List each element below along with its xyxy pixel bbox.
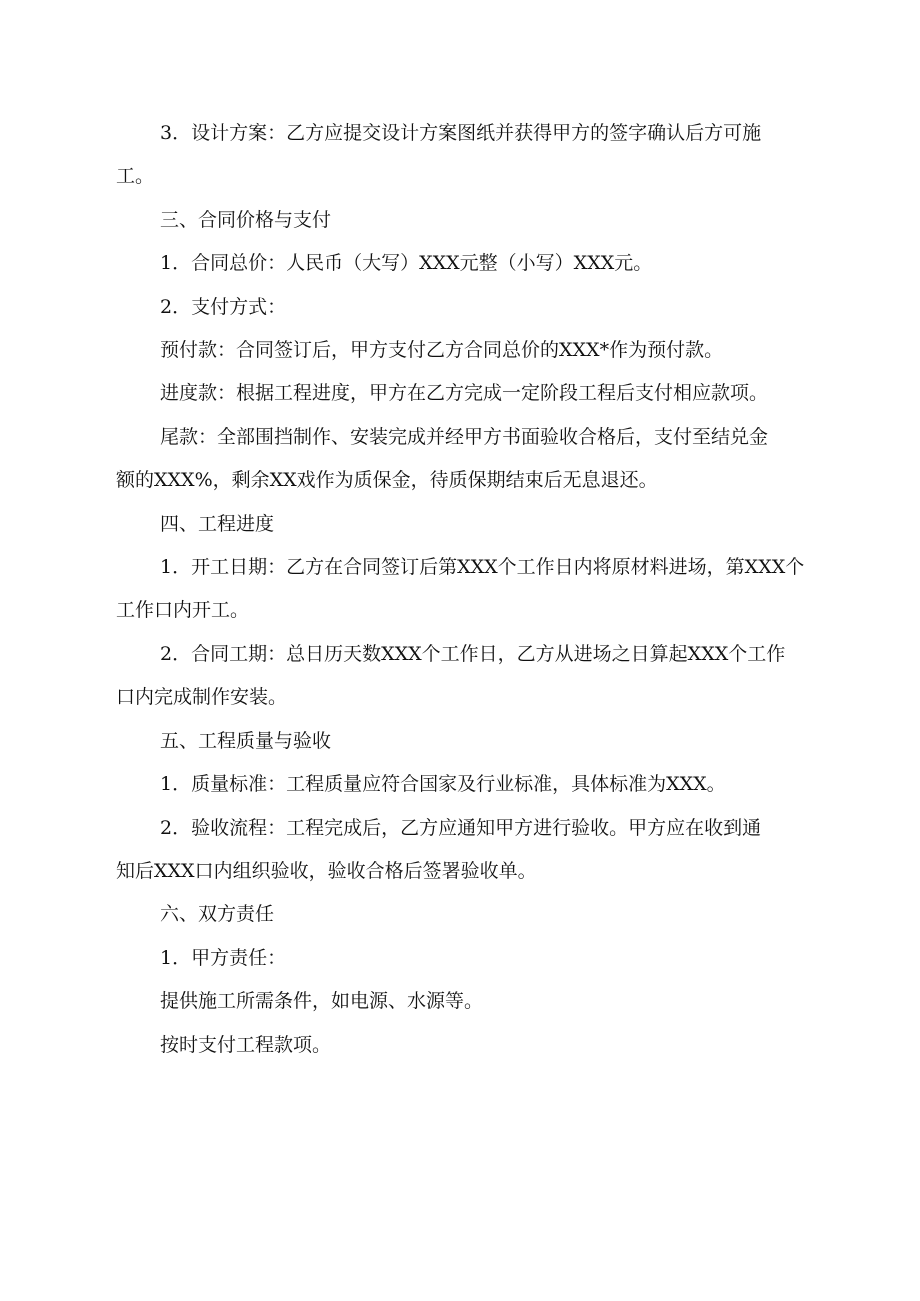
paragraph-final-payment-cont: 额的XXX%，剩余XX戏作为质保金，待质保期结束后无息退还。 [116,469,658,492]
paragraph-start-date: 1．开工日期：乙方在合同签订后第XXX个工作日内将原材料进场，第XXX个 [160,556,805,579]
paragraph-payment-method: 2．支付方式： [160,295,287,318]
paragraph-pay-on-time: 按时支付工程款项。 [160,1033,332,1056]
paragraph-start-date-cont: 工作口内开工。 [116,599,250,622]
paragraph-party-a-responsibility: 1．甲方责任： [160,946,287,969]
paragraph-contract-total: 1．合同总价：人民币（大写）XXX元整（小写）XXX元。 [160,252,653,275]
paragraph-progress-payment: 进度款：根据工程进度，甲方在乙方完成一定阶段工程后支付相应款项。 [160,382,769,405]
document-body [116,112,806,1067]
paragraph-final-payment: 尾款：全部围挡制作、安装完成并经甲方书面验收合格后，支付至结兑金 [160,425,769,448]
paragraph-design-plan: 3．设计方案：乙方应提交设计方案图纸并获得甲方的签字确认后方可施 [160,122,762,144]
section-heading-responsibilities: 六、双方责任 [160,903,275,926]
section-heading-schedule: 四、工程进度 [160,512,275,535]
paragraph-design-plan-cont: 工。 [116,165,155,188]
paragraph-advance-payment: 预付款：合同签订后，甲方支付乙方合同总价的XXX*作为预付款。 [160,339,724,362]
section-heading-price-payment: 三、合同价格与支付 [160,208,332,231]
section-heading-quality: 五、工程质量与验收 [160,729,332,752]
paragraph-duration-cont: 口内完成制作安装。 [116,686,288,709]
paragraph-duration: 2．合同工期：总日历天数XXX个工作日，乙方从进场之日算起XXX个工作 [160,642,786,665]
paragraph-acceptance-process-cont: 知后XXX口内组织验收，验收合格后签署验收单。 [116,859,537,882]
paragraph-provide-conditions: 提供施工所需条件，如电源、水源等。 [160,990,484,1013]
paragraph-quality-standard: 1．质量标准：工程质量应符合国家及行业标准，具体标准为XXX。 [160,773,726,796]
paragraph-acceptance-process: 2．验收流程：工程完成后，乙方应通知甲方进行验收。甲方应在收到通 [160,816,762,839]
